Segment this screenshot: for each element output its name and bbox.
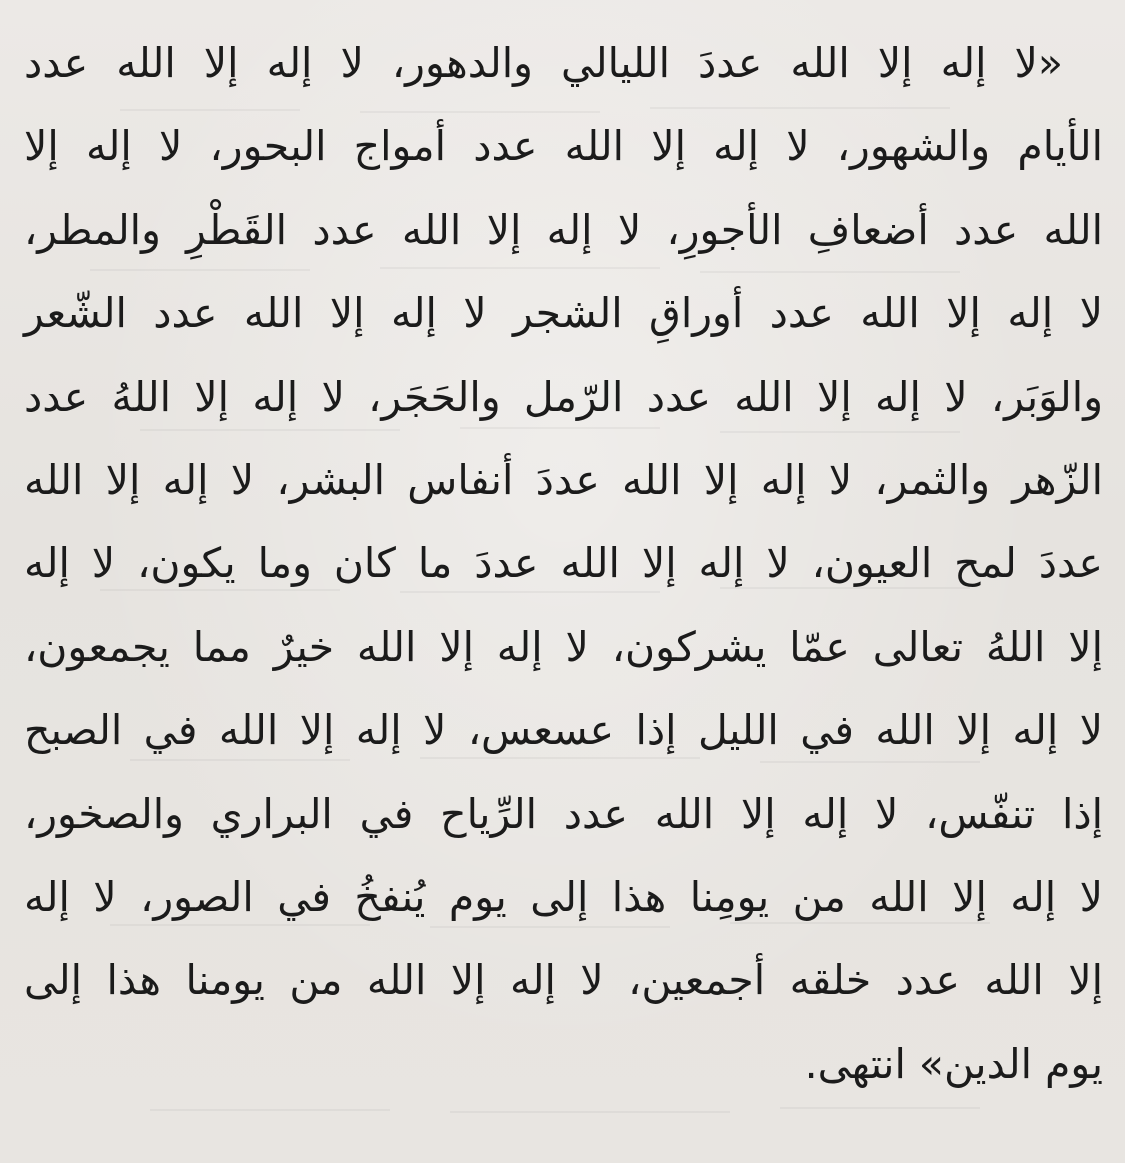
text-line-1: «لا إله إلا الله عددَ الليالي والدهور، لا إله إلا الله عدد — [24, 39, 1063, 87]
text-line-10: إذا تنفّس، لا إله إلا الله عدد الرِّياح في البراري والصخور، — [24, 789, 1103, 838]
arabic-paragraph — [24, 22, 1103, 1106]
text-line-3: الله عدد أضعافِ الأجورِ، لا إله إلا الله عدد القَطْرِ والمطر، — [24, 205, 1103, 254]
text-line-5: والوَبَر، لا إله إلا الله عدد الرّمل والحَجَر، لا إله إلا اللهُ عدد — [24, 372, 1103, 421]
text-line-8: إلا اللهُ تعالى عمّا يشركون، لا إله إلا الله خيرٌ مما يجمعون، — [24, 622, 1103, 671]
text-line-7: عددَ لمح العيون، لا إله إلا الله عددَ ما كان وما يكون، لا إله — [24, 539, 1103, 588]
text-line-11: لا إله إلا الله من يومِنا هذا إلى يوم يُنفخُ في الصور، لا إله — [24, 872, 1103, 921]
text-line-2: الأيام والشهور، لا إله إلا الله عدد أمواج البحور، لا إله إلا — [24, 122, 1103, 171]
text-line-4: لا إله إلا الله عدد أوراقِ الشجر لا إله إلا الله عدد الشّعر — [24, 289, 1103, 338]
text-line-9: لا إله إلا الله في الليل إذا عسعس، لا إله إلا الله في الصبح — [24, 706, 1103, 755]
text-line-13: يوم الدين» انتهى. — [804, 1039, 1103, 1088]
text-line-6: الزّهر والثمر، لا إله إلا الله عددَ أنفاس البشر، لا إله إلا الله — [24, 455, 1103, 504]
text-line-12: إلا الله عدد خلقه أجمعين، لا إله إلا الله من يومنا هذا إلى — [24, 956, 1103, 1005]
